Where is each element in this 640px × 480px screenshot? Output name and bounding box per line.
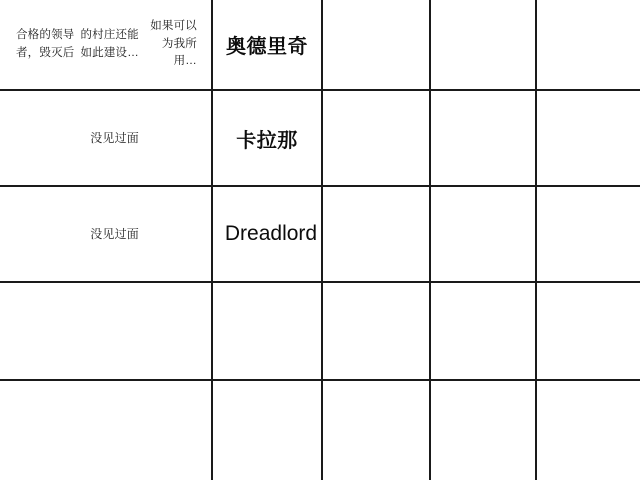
empty-cell <box>323 283 429 379</box>
empty-cell <box>537 283 640 379</box>
name-text-3: Dreadlord <box>224 222 318 245</box>
extra-cell-3 <box>322 0 430 90</box>
empty-cell <box>431 381 535 480</box>
empty-cell <box>323 91 429 185</box>
extra-cell-4 <box>430 0 536 90</box>
empty-cell <box>431 283 535 379</box>
table-row <box>0 380 640 480</box>
comment-text-4 <box>0 283 211 379</box>
empty-cell <box>323 381 429 480</box>
empty-cell <box>323 0 429 89</box>
name-text-5 <box>213 381 321 480</box>
empty-cell <box>431 187 535 281</box>
name-text-2: 卡拉那 <box>236 129 298 152</box>
name-text-1: 奥德里奇 <box>226 36 308 58</box>
extra-cell-5 <box>536 186 640 282</box>
name-cell <box>212 90 322 186</box>
extra-cell-4 <box>430 380 536 480</box>
extra-cell-3 <box>322 282 430 380</box>
extra-cell-5 <box>536 380 640 480</box>
extra-cell-3 <box>322 186 430 282</box>
empty-cell <box>537 381 640 480</box>
name-cell <box>212 282 322 380</box>
extra-cell-4 <box>430 90 536 186</box>
name-cell <box>212 380 322 480</box>
empty-cell <box>537 0 640 89</box>
empty-cell <box>537 91 640 185</box>
extra-cell-5 <box>536 90 640 186</box>
comment-text-3: 没见过面 <box>90 226 139 241</box>
extra-cell-3 <box>322 380 430 480</box>
empty-cell <box>431 0 535 89</box>
name-cell <box>212 0 322 90</box>
extra-cell-3 <box>322 90 430 186</box>
comment-line: 的村庄还能如此建设… <box>80 28 139 59</box>
comment-text-2: 没见过面 <box>90 130 139 145</box>
table-row <box>0 186 640 282</box>
comment-line: 合格的领导者，毁灭后 <box>15 28 75 59</box>
comment-cell <box>0 380 212 480</box>
name-cell <box>212 186 322 282</box>
extra-cell-5 <box>536 0 640 90</box>
comment-cell <box>0 0 212 90</box>
table-row <box>0 90 640 186</box>
comment-text-5 <box>0 381 211 480</box>
comment-text-1 <box>0 0 211 89</box>
empty-cell <box>537 187 640 281</box>
comment-cell <box>0 186 212 282</box>
comment-line: 如果可以为我所用… <box>150 19 197 68</box>
name-text-4 <box>213 283 321 379</box>
extra-cell-4 <box>430 186 536 282</box>
comment-cell <box>0 90 212 186</box>
extra-cell-4 <box>430 282 536 380</box>
extra-cell-5 <box>536 282 640 380</box>
empty-cell <box>431 91 535 185</box>
empty-cell <box>323 187 429 281</box>
comment-cell <box>0 282 212 380</box>
table-row <box>0 0 640 90</box>
table-row <box>0 282 640 380</box>
